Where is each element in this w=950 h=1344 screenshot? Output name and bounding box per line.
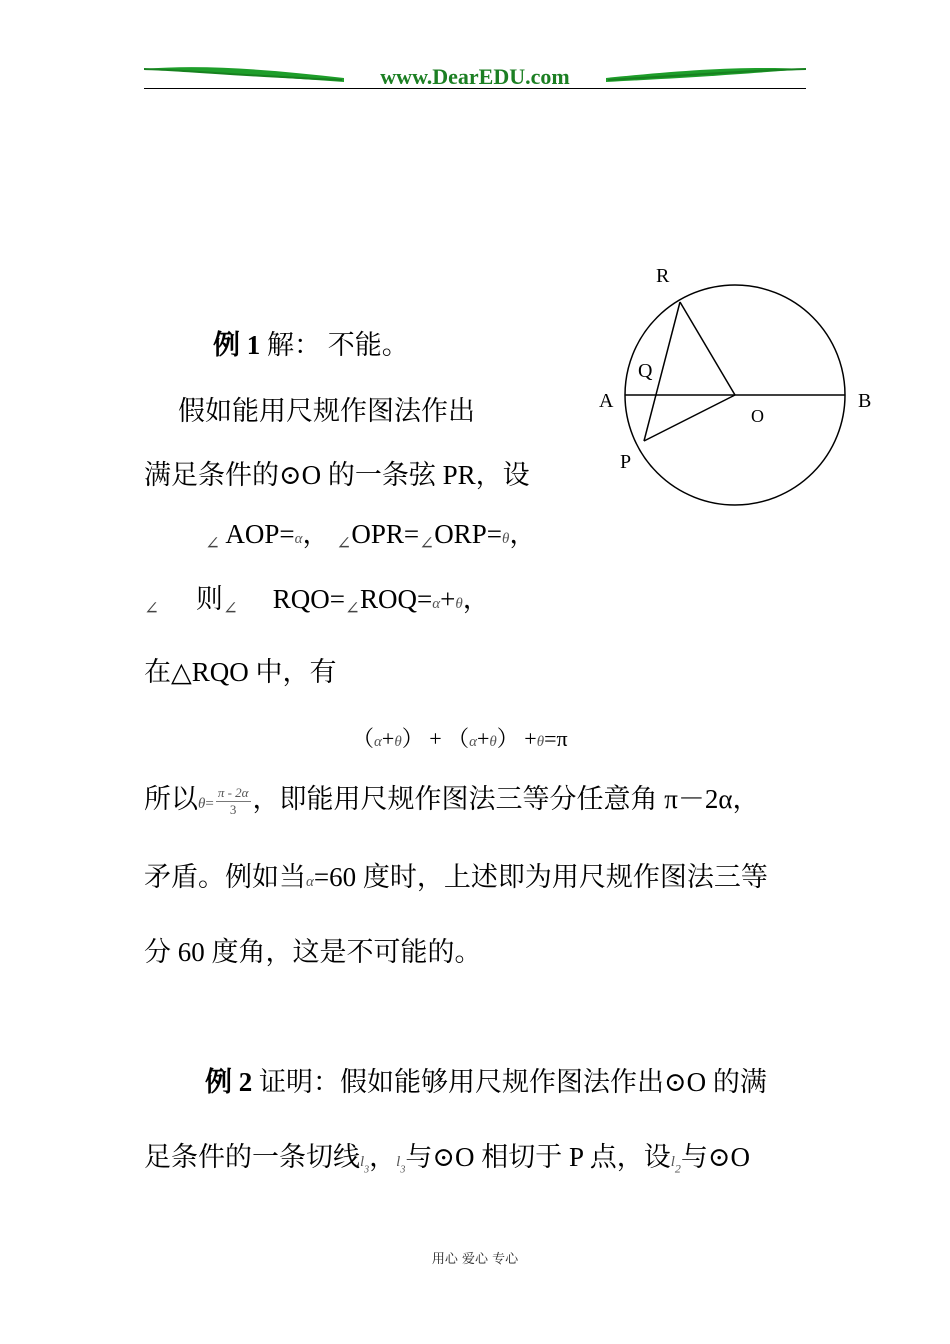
segment-po <box>644 395 735 441</box>
subscript-3: 3 <box>400 1164 406 1176</box>
footer-text: 用心 爱心 专心 <box>431 1252 519 1267</box>
fraction <box>216 785 251 818</box>
example1-line6 <box>144 783 760 820</box>
example1-line3 <box>205 518 536 555</box>
label-q: Q <box>638 360 653 382</box>
subscript-2: 2 <box>674 1161 681 1176</box>
text-tangent-at-p: 与⊙O 相切于 P 点，设 <box>405 1142 671 1172</box>
example2-title: 例 2 <box>205 1067 253 1097</box>
text-tangent: 足条件的一条切线 <box>144 1142 360 1172</box>
alpha-symbol: α <box>306 874 314 890</box>
example1-heading <box>213 329 409 361</box>
example1-line8: 分 60 度角，这是不可能的。 <box>144 937 482 967</box>
fraction-numerator: π - 2α <box>217 785 249 801</box>
theta-symbol: θ <box>536 734 545 750</box>
comma: ， <box>462 584 490 614</box>
example1-line1: 假如能用尺规作图法作出 <box>178 396 475 426</box>
example1-line4 <box>144 583 490 620</box>
text-opr: OPR= <box>351 519 420 549</box>
eq-paren: ） + （ <box>401 726 470 751</box>
alpha-symbol: α <box>432 596 441 612</box>
text-trisection: ，即能用尺规作图法三等分任意角 π－2α， <box>252 784 760 814</box>
eq-plus: + <box>476 726 490 751</box>
alpha-symbol: α <box>469 734 477 750</box>
label-p: P <box>620 451 632 473</box>
text-roq: ROQ= <box>360 584 433 614</box>
theta-symbol: θ <box>501 531 510 547</box>
text-aop: AOP= <box>225 519 295 549</box>
eq-paren: ） + <box>496 726 537 751</box>
comma: ， <box>302 519 330 549</box>
example1-title: 例 1 <box>213 330 261 360</box>
comma: ， <box>509 519 537 549</box>
angle-icon: ∠ <box>144 598 160 618</box>
circle-figure <box>590 260 890 510</box>
example2-line2 <box>144 1141 750 1186</box>
header-logo-text: www.DearEDU.com <box>380 64 570 89</box>
angle-icon: ∠ <box>419 533 435 553</box>
eq-pi: =π <box>544 726 568 751</box>
text-suoyi: 所以 <box>144 784 198 814</box>
example2-proof-start: 证明：假如能够用尺规作图法作出⊙O 的满 <box>259 1067 767 1097</box>
header-divider <box>144 88 806 89</box>
label-a: A <box>599 390 614 412</box>
text-contradiction: 矛盾。例如当 <box>144 862 306 892</box>
l3-symbol: l <box>360 1154 365 1170</box>
fraction-denominator: 3 <box>229 802 237 818</box>
eq-paren: （ <box>352 726 375 751</box>
text-and-circle-o: 与⊙O <box>680 1142 751 1172</box>
comma: ， <box>369 1142 397 1172</box>
theta-symbol: θ <box>455 596 463 612</box>
angle-icon: ∠ <box>205 533 221 553</box>
alpha-symbol: α <box>374 734 382 750</box>
l2-symbol: l <box>670 1154 675 1170</box>
subscript-3: 3 <box>364 1164 370 1176</box>
example2-line1 <box>205 1066 767 1098</box>
l3-symbol: l <box>396 1154 401 1170</box>
theta-symbol: θ <box>198 796 206 812</box>
angle-icon: ∠ <box>336 533 352 553</box>
label-r: R <box>656 265 670 287</box>
angle-icon: ∠ <box>222 598 238 618</box>
label-b: B <box>858 390 872 412</box>
example1-answer: 解： 不能。 <box>267 330 409 360</box>
example1-equation <box>352 722 568 753</box>
example1-line2: 满足条件的⊙O 的一条弦 PR，设 <box>144 460 530 490</box>
text-ze: 则 <box>195 584 223 614</box>
text-rqo: RQO= <box>272 584 345 614</box>
text-orp: ORP= <box>434 519 502 549</box>
eq-plus: + <box>381 726 395 751</box>
text-60-degrees: =60 度时，上述即为用尺规作图法三等 <box>313 862 768 892</box>
example1-line7 <box>144 861 768 898</box>
theta-symbol: θ <box>489 734 497 750</box>
angle-icon: ∠ <box>344 598 361 618</box>
example1-line5: 在△RQO 中，有 <box>144 657 337 687</box>
label-o: O <box>751 406 764 426</box>
frac-equals: = <box>205 796 214 812</box>
segment-ro <box>680 302 735 395</box>
theta-symbol: θ <box>394 734 402 750</box>
plus: + <box>440 584 456 614</box>
alpha-symbol: α <box>294 531 303 547</box>
